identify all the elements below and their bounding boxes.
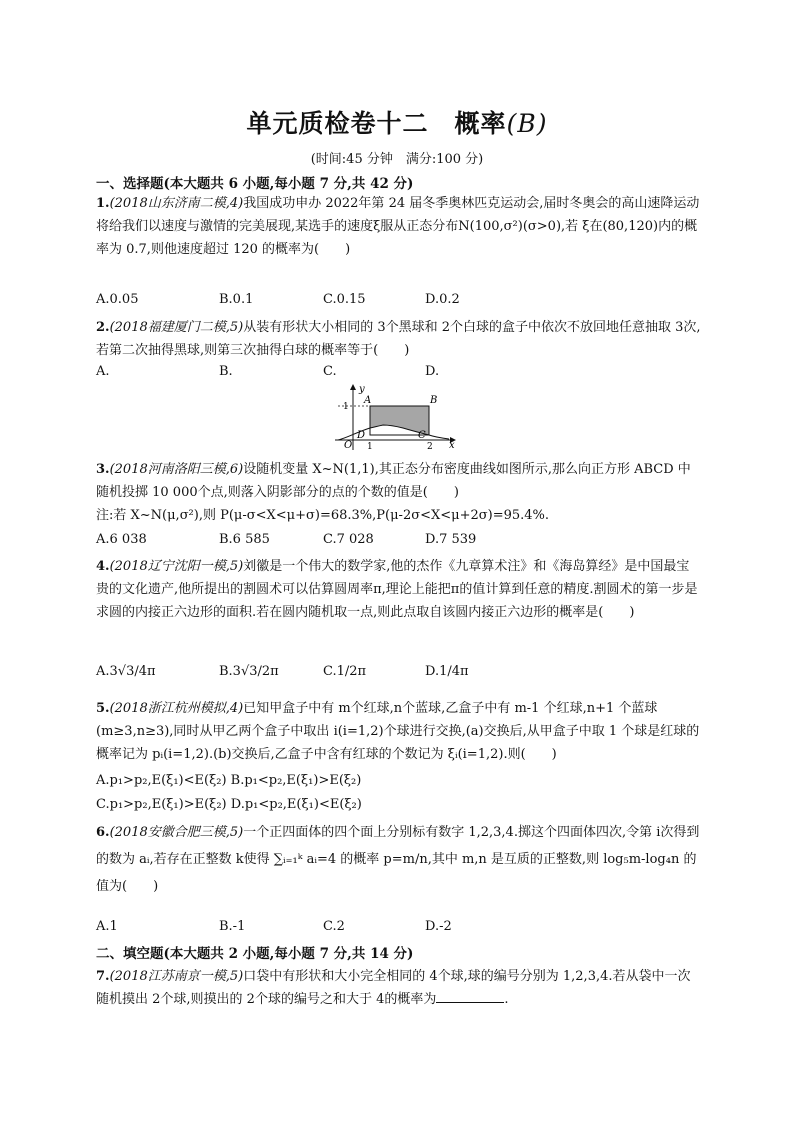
option-d: D.1/4π: [425, 664, 469, 679]
option-c: C.2: [323, 919, 345, 934]
answer-blank[interactable]: [436, 990, 504, 1003]
density-curve: [338, 425, 449, 440]
option-b: B.: [219, 364, 233, 379]
question-5: [96, 697, 701, 766]
option-a: A.0.05: [96, 292, 139, 307]
options-q1: [96, 292, 701, 312]
question-6: [96, 819, 701, 900]
question-7: [96, 965, 701, 1011]
question-source: (2018福建厦门二模,5): [109, 320, 244, 335]
point-d-label: D: [357, 430, 366, 441]
option-b: B.6 585: [219, 532, 270, 547]
options-q6: [96, 919, 701, 939]
point-b-label: B: [430, 395, 438, 406]
option-b: B.0.1: [219, 292, 254, 307]
x-tick-1: 1: [367, 442, 373, 452]
option-a: A.3√3/4π: [96, 664, 156, 679]
option-d: D.0.2: [425, 292, 460, 307]
option-d: D.: [425, 364, 440, 379]
option-d: D.-2: [425, 919, 452, 934]
option-b: B.-1: [219, 919, 246, 934]
normal-curve-figure: [335, 382, 460, 452]
question-source: (2018安徽合肥三模,5): [109, 825, 244, 840]
question-number: 4.: [96, 559, 110, 574]
option-c: C.7 028: [323, 532, 374, 547]
question-text: 口袋中有形状和大小完全相同的 4个球,球的编号分别为 1,2,3,4.若从袋中一次随机摸出 2个球,则摸出的 2个球的编号之和大于 4的概率为: [96, 969, 691, 1007]
question-1: [96, 192, 701, 261]
option-c: C.: [323, 364, 337, 379]
options-q3: [96, 532, 701, 552]
option-d: D.p₁<p₂,E(ξ₁)<E(ξ₂): [230, 797, 362, 812]
option-a: A.6 038: [96, 532, 147, 547]
question-number: 3.: [96, 462, 110, 477]
option-c: C.1/2π: [323, 664, 367, 679]
option-b: B.p₁<p₂,E(ξ₁)>E(ξ₂): [230, 773, 362, 788]
question-source: (2018辽宁沈阳一模,5): [109, 559, 244, 574]
point-c-label: C: [418, 430, 426, 441]
question-text: 已知甲盒子中有 m个红球,n个蓝球,乙盒子中有 m-1 个红球,n+1 个蓝球(m≥3,n≥3),同时从甲乙两个盒子中取出 i(i=1,2)个球进行交换,(a)交换后,从甲盒子中取 1 个球是红球的概率记为 pᵢ(i=1,2).(b)交换后,乙盒子中含有红球的个数记为 ξᵢ(i=1,2).则( ): [96, 701, 700, 762]
question-text: 设随机变量 X~N(1,1),其正态分布密度曲线如图所示,那么向正方形 ABCD 中随机投掷 10 000个点,则落入阴影部分的点的个数的值是( ): [96, 462, 691, 500]
question-2: [96, 316, 701, 362]
origin-label: O: [344, 440, 353, 451]
question-text: 一个正四面体的四个面上分别标有数字 1,2,3,4.掷这个四面体四次,令第 i次得到的数为 aᵢ,若存在正整数 k使得 ∑ᵢ₌₁ᵏ aᵢ=4 的概率 p=m/n,其中 m,n 是互质的正整数,则 log₅m-log₄n 的值为( ): [96, 825, 700, 894]
x-axis-label: x: [449, 440, 455, 451]
question-number: 6.: [96, 825, 110, 840]
section-heading-choice: 一、选择题(本大题共 6 小题,每小题 7 分,共 42 分): [96, 176, 414, 192]
question-source: (2018河南洛阳三模,6): [109, 462, 244, 477]
options-q5-row2: [96, 797, 362, 812]
question-end: .: [504, 992, 509, 1007]
exam-info: (时间:45 分钟 满分:100 分): [310, 152, 484, 167]
y-tick-1: 1: [343, 402, 349, 412]
options-q4: [96, 664, 701, 684]
option-c: C.p₁>p₂,E(ξ₁)>E(ξ₂): [96, 797, 227, 812]
point-a-label: A: [364, 395, 372, 406]
question-number: 5.: [96, 701, 110, 716]
option-a: A.p₁>p₂,E(ξ₁)<E(ξ₂): [96, 773, 227, 788]
question-source: (2018浙江杭州模拟,4): [109, 701, 244, 716]
option-a: A.1: [96, 919, 118, 934]
option-b: B.3√3/2π: [219, 664, 279, 679]
title-main: 单元质检卷十二 概率: [246, 109, 507, 138]
question-number: 7.: [96, 969, 110, 984]
section-heading-fill: 二、填空题(本大题共 2 小题,每小题 7 分,共 14 分): [96, 946, 414, 962]
page-title: [0, 104, 794, 140]
question-text: 刘徽是一个伟大的数学家,他的杰作《九章算术注》和《海岛算经》是中国最宝贵的文化遗产,他所提出的割圆术可以估算圆周率π,理论上能把π的值计算到任意的精度.割圆术的第一步是求圆的内接正六边形的面积.若在圆内随机取一点,则此点取自该圆内接正六边形的概率是( ): [96, 559, 698, 620]
question-source: (2018山东济南二模,4): [109, 196, 244, 211]
question-3: [96, 458, 701, 527]
y-axis-label: y: [359, 384, 365, 395]
option-a: A.: [96, 364, 110, 379]
title-suffix: (B): [506, 109, 548, 138]
question-text: 我国成功申办 2022年第 24 届冬季奥林匹克运动会,届时冬奥会的高山速降运动将给我们以速度与激情的完美展现,某选手的速度ξ服从正态分布N(100,σ²)(σ>0),若 ξ在(80,120)内的概率为 0.7,则他速度超过 120 的概率为( ): [96, 196, 700, 257]
question-source: (2018江苏南京一模,5): [109, 969, 244, 984]
question-number: 1.: [96, 196, 110, 211]
option-c: C.0.15: [323, 292, 366, 307]
options-q2: [96, 364, 701, 384]
x-tick-2: 2: [427, 442, 433, 452]
question-4: [96, 555, 701, 624]
option-d: D.7 539: [425, 532, 477, 547]
question-number: 2.: [96, 320, 110, 335]
question-note: 注:若 X~N(μ,σ²),则 P(μ-σ<X<μ+σ)=68.3%,P(μ-2σ<X<μ+2σ)=95.4%.: [96, 508, 550, 523]
question-text: 从装有形状大小相同的 3个黑球和 2个白球的盒子中依次不放回地任意抽取 3次,若第二次抽得黑球,则第三次抽得白球的概率等于( ): [96, 320, 701, 358]
options-q5-row1: [96, 773, 361, 788]
